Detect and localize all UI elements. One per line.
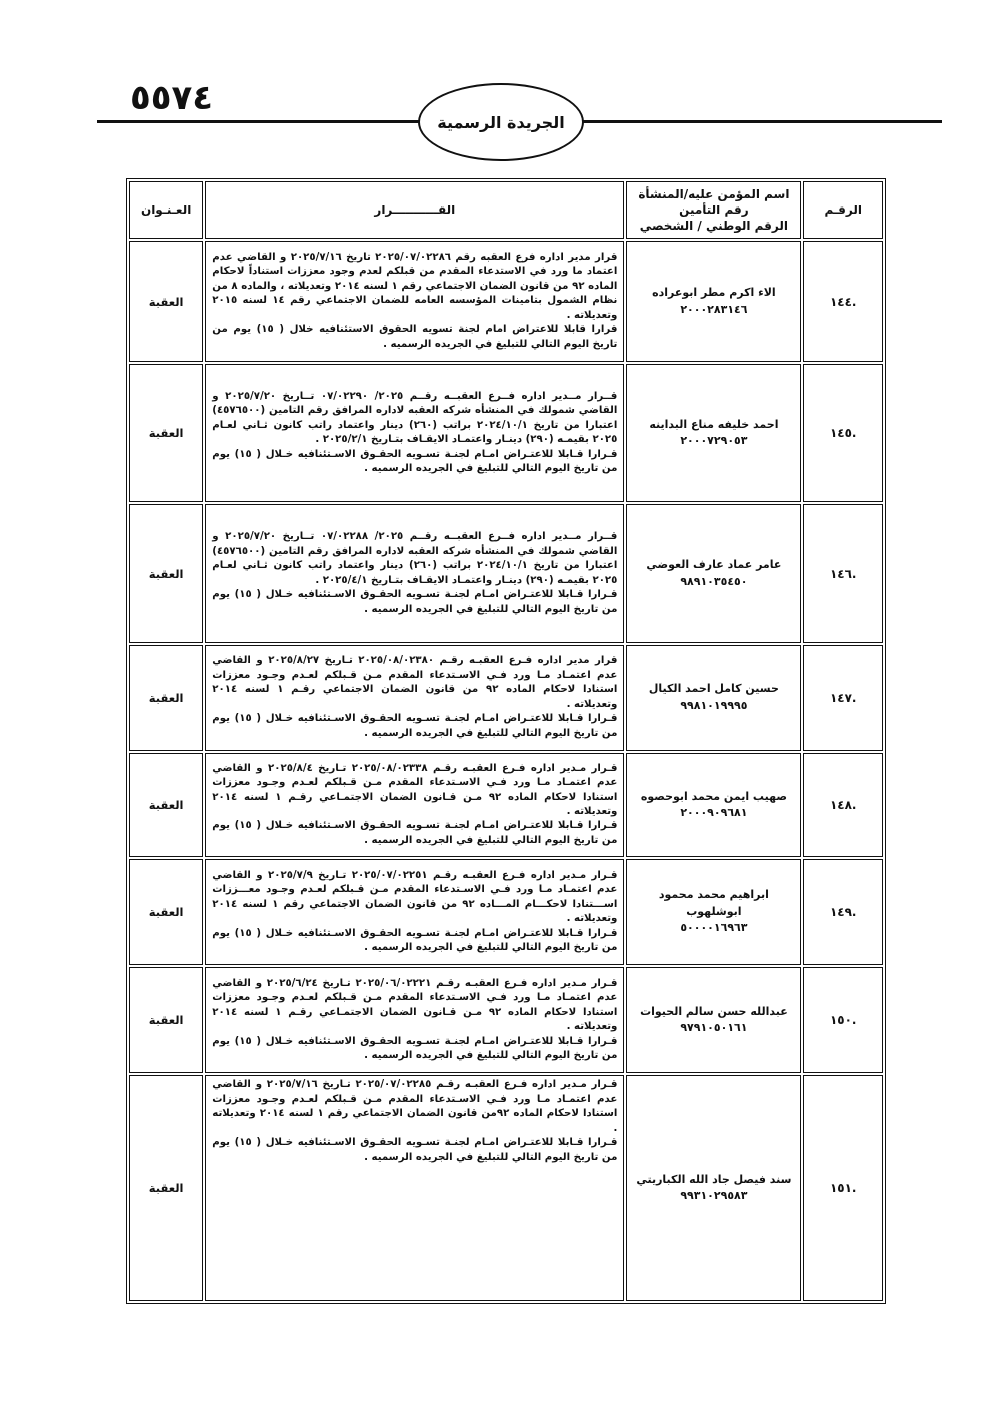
table-row [129,241,883,362]
insured-id: ٩٨٩١٠٣٥٤٥٠ [680,574,748,588]
table-row [129,504,883,642]
decision-text: قـرار مـدير اداره فـرع العقبـه رقـم ٢٠٢٥/٠٦/٠٢٢٢١ تـاريخ ٢٠٢٥/٦/٢٤ و القاضي عدم اعتمـاد مـا ورد فـي الاسـتدعاء المقدم مـن قـبلكم لعـدم وجـود معززات استنادا لاحكام الماده ٩٢ مـن قـانون الضمان الاجتمـاعي رقـم ١ لسنه ٢٠١٤ وتعديلاته . [212,977,618,1033]
header-address: العـنـوان [129,181,203,239]
insured-name: عبدالله حسن سالم الحيوات [640,1004,788,1018]
header-name [626,181,801,239]
decision-cell [205,241,624,362]
decision-text: قـرار مـدير اداره فـرع العقبـه رقـم ٢٠٢٥/٠٨/٠٢٣٣٨ تـاريخ ٢٠٢٥/٨/٤ و القاضي عدم اعتمـاد مـا ورد فـي الاسـتدعاء المقدم مـن قـبلكم لعـدم وجـود معززات استنادا لاحكام الماده ٩٢ مـن قـانون الضمان الاجتمـاعي رقـم ١ لسنه ٢٠١٤ وتعديلاته . [212,762,618,817]
appeal-text: قـرارا قـابلا للاعتـراض امـام لجنـة تسـويه الحقـوق الاسـتئنافيه خـلال ( ١٥) يوم من تاريخ اليوم التالي للتبليغ في الجريده الرسميه . [212,1137,618,1163]
row-number: .١٤٩ [803,859,883,965]
insured-id: ٢٠٠٠٧٢٩٠٥٣ [680,434,748,448]
table-row [129,753,883,857]
header-ellipse [418,83,584,161]
decisions-table [126,178,886,1304]
insured-cell [626,1075,801,1301]
insured-name: ابراهيم محمد محمود ابوشلهوب [658,888,769,918]
appeal-text: قـرارا قـابلا للاعتـراض امـام لجنـة تسـويه الحقـوق الاسـتئنافيه خـلال ( ١٥) يوم من تاريخ اليوم التالي للتبليغ في الجريده الرسميه . [212,589,618,615]
row-number: .١٤٤ [803,241,883,362]
row-number: .١٤٨ [803,753,883,857]
header-name-line: اسم المؤمن عليه/المنشأة [638,186,790,201]
appeal-text: قـرارا قـابلا للاعتـراض امـام لجنـة تسـويه الحقـوق الاسـتئنافيه خـلال ( ١٥) يوم من تاريخ اليوم التالي للتبليغ في الجريده الرسميه . [212,1035,618,1062]
address-cell: العقبة [129,859,203,965]
address-cell: العقبة [129,967,203,1073]
insured-cell [626,504,801,642]
insured-id: ٢٠٠٠٢٨٣١٤٦ [680,302,748,316]
address-cell: العقبة [129,241,203,362]
decision-text: قـرار مـدير اداره فـرع العقبـه رقـم ٢٠٢٥/٠٧/٠٢٢٥١ تـاريخ ٢٠٢٥/٧/٩ و القاضي عدم اعتمـاد مـا ورد فـي الاسـتدعاء المقدم مـن قـبلكم لعـدم وجـود معـــززات اســـتنادا لاحكـــام المـــاده ٩٢ من قانون الضمان الاجتماعي رقم ١ لسنه ٢٠١٤ وتعديلاته . [212,869,618,925]
header-decision: القـــــــــــرار [205,181,624,239]
insured-name: الاء اكرم مطر ابوعراده [652,286,776,300]
decision-text: قــرار مــدير اداره فــرع العقبــه رقــم ٢٠٢٥/ ٠٧/٠٢٢٨٨ تــاريخ ٢٠٢٥/٧/٢٠ و القاضي شمولك في المنشأه شركه العقبه لاداره المرافق رقم التامين (٤٥٧٦٥٠٠) اعتبارا من تاريخ ٢٠٢٤/١٠/١ براتب (٢٦٠) دينار واعتماد راتب كانون ثـاني لعـام ٢٠٢٥ بقيمـه (٢٩٠) دينـار واعتمـاد الايقـاف بتـاريخ ٢٠٢٥/٤/١ . [212,531,618,586]
insured-cell [626,967,801,1073]
decision-text: قــرار مــدير اداره فــرع العقبــه رقــم ٢٠٢٥/ ٠٧/٠٢٢٩٠ تــاريخ ٢٠٢٥/٧/٢٠ و القاضي شمولك في المنشأه شركه العقبه لاداره المرافق رقم التامين (٤٥٧٦٥٠٠) اعتبارا من تاريخ ٢٠٢٤/١٠/١ براتب (٢٦٠) دينار واعتماد راتب كانون ثـاني لعـام ٢٠٢٥ بقيمـه (٢٩٠) دينـار واعتمـاد الايقـاف بتـاريخ ٢٠٢٥/٢/١ . [212,390,618,446]
row-number: .١٤٧ [803,645,883,751]
decision-cell [205,967,624,1073]
decision-cell [205,859,624,965]
appeal-text: قـرارا قـابلا للاعتـراض امـام لجنـة تسـويه الحقـوق الاسـتئنافيه خـلال ( ١٥) يوم من تاريخ اليوم التالي للتبليغ في الجريده الرسميه . [212,820,618,846]
appeal-text: قـرارا قـابلا للاعتـراض امـام لجنـة تسـويه الحقـوق الاسـتئنافيه خـلال ( ١٥) يوم من تاريخ اليوم التالي للتبليغ في الجريده الرسميه . [212,927,618,954]
insured-name: حسين كامل احمد الكيال [648,682,779,696]
address-cell: العقبة [129,364,203,502]
address-cell: العقبة [129,753,203,857]
table-header-row [129,181,883,239]
row-number: .١٤٥ [803,364,883,502]
table-row [129,967,883,1073]
insured-id: ٩٩٨١٠١٩٩٩٥ [680,698,748,712]
table-row [129,364,883,502]
decision-cell [205,1075,624,1301]
appeal-text: قـرارا قـابلا للاعتـراض امـام لجنـة تسـويه الحقـوق الاسـتئنافيه خـلال ( ١٥) يوم من تاريخ اليوم التالي للتبليغ في الجريده الرسميه . [212,448,618,475]
insured-cell [626,645,801,751]
insured-cell [626,753,801,857]
address-cell: العقبة [129,1075,203,1301]
insured-cell [626,364,801,502]
decision-cell [205,504,624,642]
appeal-text: قرارا قابلا للاعتراض امام لجنة تسويه الحقوق الاستئنافيه خلال ( ١٥) يوم من تاريخ اليوم التالي للتبليغ في الجريده الرسميه . [212,324,618,350]
insured-id: ٩٧٩١٠٥٠١٦١ [680,1021,748,1035]
row-number: .١٥٠ [803,967,883,1073]
address-cell: العقبة [129,504,203,642]
table-row [129,645,883,751]
insured-id: ٢٠٠٠٩٠٩٦٨١ [680,806,748,819]
insured-name: سند فيصل جاد الله الكباريتي [636,1172,792,1186]
insured-name: صهيب ايمن محمد ابوحصوه [640,789,787,803]
insured-name: احمد خليفه مناع البداينه [649,417,779,431]
decision-text: قرار مدير اداره فـرع العقبـه رقـم ٢٠٢٥/٠٨/٠٢٣٨٠ تـاريخ ٢٠٢٥/٨/٢٧ و القاضي عدم اعتمـاد مـا ورد فـي الاسـتدعاء المقدم مـن قـبلكم لعـدم وجـود معززات استنادا لاحكام الماده ٩٢ من قانون الضمان الاجتماعي رقـم ١ لسنه ٢٠١٤ وتعديلاته . [212,655,618,710]
header-name-line: رقم التأمين [679,202,749,217]
header-number: الرقـم [803,181,883,239]
decision-cell [205,645,624,751]
header-name-line: الرقم الوطني / الشخصي [639,219,788,234]
page-number: ٥٥٧٤ [130,78,214,118]
insured-id: ٩٩٣١٠٢٩٥٨٣ [680,1189,748,1203]
decision-text: قرار مدير اداره فرع العقبه رقم ٢٠٢٥/٠٧/٠٢٢٨٦ تاريخ ٢٠٢٥/٧/١٦ و القاضي عدم اعتماد ما ورد في الاستدعاء المقدم من قبلكم لعدم وجود معززات استناداً لاحكام الماده ٩٢ من قانون الضمان الاجتماعي رقم ١ لسنه ٢٠١٤ وتعديلاته ، والماده ٨ من نظام الشمول بتامينات المؤسسه العامه للضمان الاجتماعي رقم ١٤ لسنه ٢٠١٥ وتعديلاته . [212,251,618,321]
row-number: .١٥١ [803,1075,883,1301]
decision-text: قـرار مـدير اداره فـرع العقبـه رقـم ٢٠٢٥/٠٧/٠٢٢٨٥ تـاريخ ٢٠٢٥/٧/١٦ و القاضي عدم اعتمـاد مـا ورد فـي الاسـتدعاء المقدم مـن قـبلكم لعـدم وجـود معززات استنادا لاحكام الماده ٩٢من قانون الضمان الاجتماعي رقم ١ لسنه ٢٠١٤ وتعديلاته . [212,1079,618,1134]
table-row [129,1075,883,1301]
table-row [129,859,883,965]
insured-cell [626,241,801,362]
insured-name: عامر عماد عارف العوضي [646,558,782,572]
decision-cell [205,753,624,857]
decision-cell [205,364,624,502]
row-number: .١٤٦ [803,504,883,642]
insured-cell [626,859,801,965]
insured-id: ٥٠٠٠٠١٦٩٦٣ [680,921,748,935]
appeal-text: قـرارا قـابلا للاعتـراض امـام لجنـة تسـويه الحقـوق الاسـتئنافيه خـلال ( ١٥) يوم من تاريخ اليوم التالي للتبليغ في الجريده الرسميه . [212,713,618,739]
gazette-title: الجريدة الرسمية [437,112,565,132]
address-cell: العقبة [129,645,203,751]
